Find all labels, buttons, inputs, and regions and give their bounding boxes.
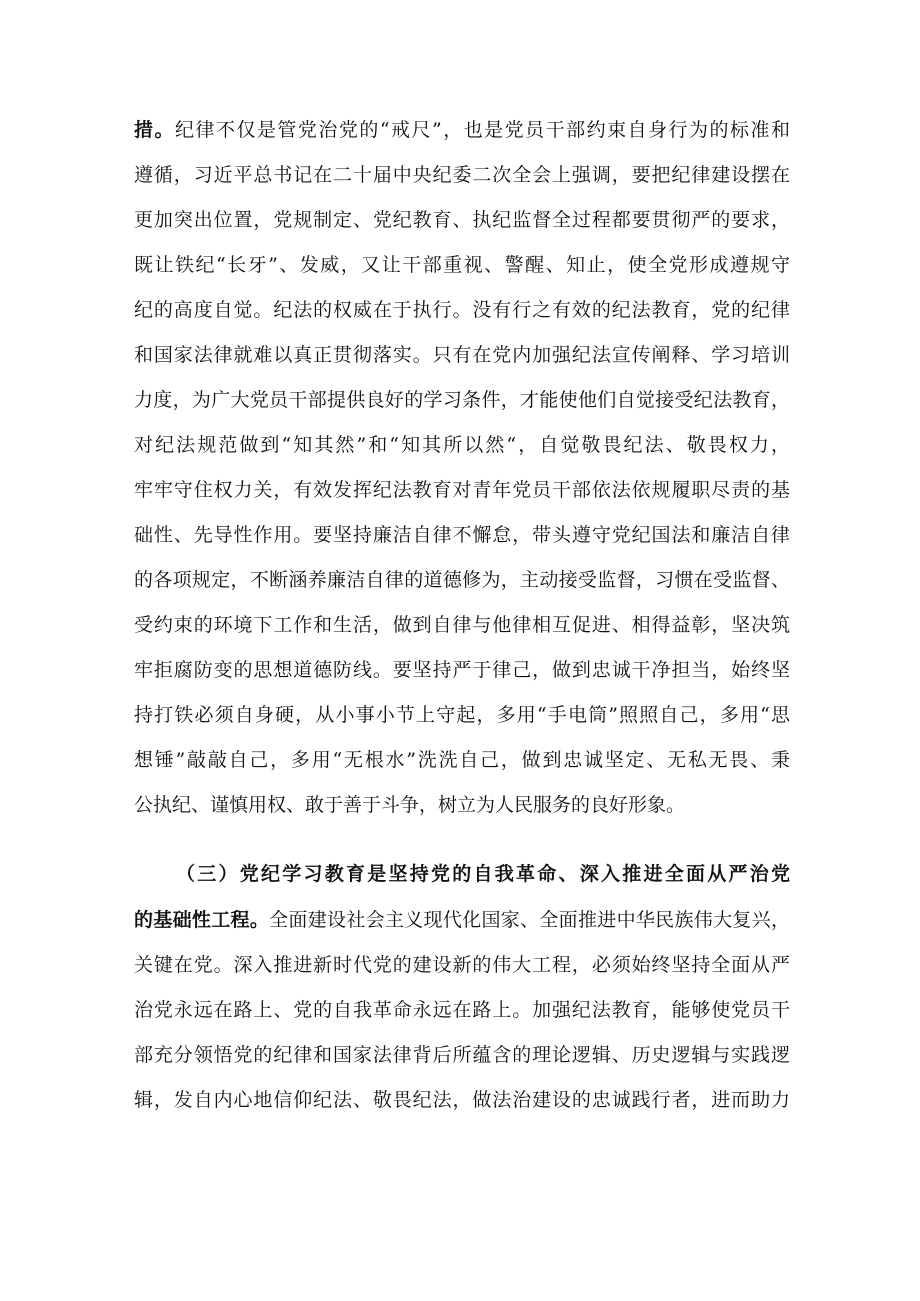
paragraph-2-line-5: 部充分领悟党的纪律和国家法律背后所蕴含的理论逻辑、历史逻辑与实践逻 xyxy=(134,1044,790,1066)
paragraph-1-line-6: 和国家法律就难以真正贯彻落实。只有在党内加强纪法宣传阐释、学习培训 xyxy=(134,344,790,366)
paragraph-2-text: 全面建设社会主义现代化国家、全面推进中华民族伟大复兴， xyxy=(269,909,790,931)
paragraph-1-line-9: 牢牢守住权力关，有效发挥纪法教育对青年党员干部依法依规履职尽责的基 xyxy=(134,479,790,501)
paragraph-1-line-4: 既让铁纪“长牙”、发威，又让干部重视、警醒、知止，使全党形成遵规守 xyxy=(134,254,790,276)
paragraph-1-line-8: 对纪法规范做到“知其然”和“知其所以然“，自觉敬畏纪法、敬畏权力， xyxy=(134,434,790,456)
paragraph-1-lead: 措。 xyxy=(134,119,175,141)
paragraph-1-line-5: 纪的高度自觉。纪法的权威在于执行。没有行之有效的纪法教育，党的纪律 xyxy=(134,299,790,321)
section-heading-line-2: 的基础性工程。 xyxy=(134,909,270,931)
paragraph-2-line-6: 辑，发自内心地信仰纪法、敬畏纪法，做法治建设的忠诚践行者，进而助力 xyxy=(134,1089,790,1111)
paragraph-1-line-15: 想锤”敲敲自己，多用“无根水”洗洗自己，做到忠诚坚定、无私无畏、秉 xyxy=(134,749,790,771)
paragraph-1-line-2: 遵循，习近平总书记在二十届中央纪委二次全会上强调，要把纪律建设摆在 xyxy=(134,164,790,186)
paragraph-1-line-7: 力度，为广大党员干部提供良好的学习条件，才能使他们自觉接受纪法教育， xyxy=(134,389,790,411)
paragraph-2-line-2 xyxy=(134,904,790,936)
paragraph-1-line-3: 更加突出位置，党规制定、党纪教育、执纪监督全过程都要贯彻严的要求， xyxy=(134,209,790,231)
paragraph-2-line-4: 治党永远在路上、党的自我革命永远在路上。加强纪法教育，能够使党员干 xyxy=(134,999,790,1021)
paragraph-1-line-16: 公执纪、谨慎用权、敢于善于斗争，树立为人民服务的良好形象。 xyxy=(134,794,686,816)
paragraph-1-line-1 xyxy=(134,114,790,146)
section-heading-line-1: （三）党纪学习教育是坚持党的自我革命、深入推进全面从严治党 xyxy=(176,863,790,885)
paragraph-2-line-3: 关键在党。深入推进新时代党的建设新的伟大工程，必须始终坚持全面从严 xyxy=(134,954,790,976)
paragraph-1-line-12: 受约束的环境下工作和生活，做到自律与他律相互促进、相得益彰，坚决筑 xyxy=(134,614,790,636)
paragraph-1-line-13: 牢拒腐防变的思想道德防线。要坚持严于律己，做到忠诚干净担当，始终坚 xyxy=(134,659,790,681)
paragraph-1-text: 纪律不仅是管党治党的“戒尺”，也是党员干部约束自身行为的标准和 xyxy=(174,119,790,141)
paragraph-1-line-10: 础性、先导性作用。要坚持廉洁自律不懈怠，带头遵守党纪国法和廉洁自律 xyxy=(134,524,790,546)
paragraph-1-line-14: 持打铁必须自身硬，从小事小节上守起，多用“手电筒”照照自己，多用“思 xyxy=(134,704,790,726)
paragraph-1-line-11: 的各项规定，不断涵养廉洁自律的道德修为，主动接受监督，习惯在受监督、 xyxy=(134,569,790,591)
